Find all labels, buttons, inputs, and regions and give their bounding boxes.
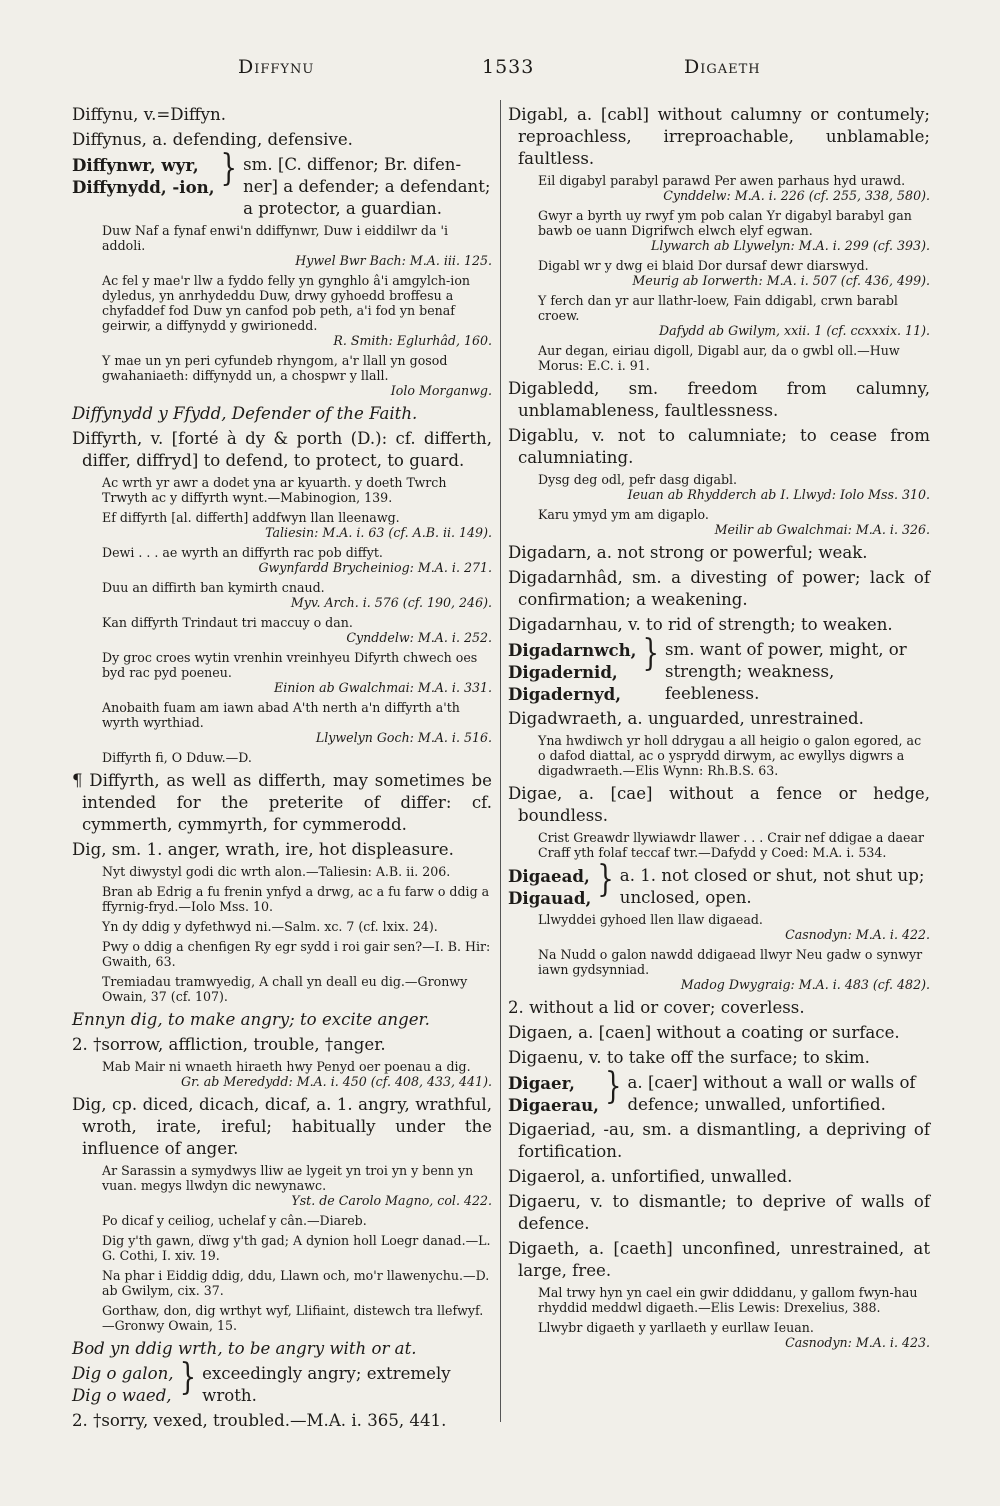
running-header [78, 56, 924, 84]
quotation: Y ferch dan yr aur llathr-loew, Fain ddigabl, crwn barabl croew. Dafydd ab Gwilym, xxii. 1 (cf. ccxxxix. 11). [538, 293, 930, 338]
quotation: Ac wrth yr awr a dodet yna ar kyuarth. y doeth Twrch Trwyth ac y diffyrth wynt.—Mabinogion, 139. [102, 475, 447, 505]
entry: 2. †sorry, vexed, troubled.—M.A. i. 365, 441. [72, 1411, 447, 1430]
header-right-word: Digaeth [684, 56, 761, 78]
quotation: Dysg deg odl, pefr dasg digabl. Ieuan ab Rhydderch ab I. Llwyd: Iolo Mss. 310. [538, 472, 930, 502]
entry: Diffynus, a. defending, defensive. [72, 130, 353, 149]
entry: Digaen, a. [caen] without a coating or surface. [508, 1023, 900, 1042]
headword: Digadernyd, [508, 684, 622, 704]
entry: Digabl, a. [cabl] without calumny or contumely; reproachless, irreproachable, unblamable; faultless. [508, 105, 930, 168]
entry: Digabledd, sm. freedom from calumny, unblamableness, faultlessness. [508, 379, 930, 420]
quotation: Mab Mair ni wnaeth hiraeth hwy Penyd oer poenau a dig. Gr. ab Meredydd: M.A. i. 450 (cf. 408, 433, 441). [102, 1059, 492, 1089]
quotation: Bran ab Edrig a fu frenin ynfyd a drwg, ac a fu farw o ddig a ffyrnig-fryd.—Iolo Mss. 10. [102, 884, 490, 914]
quotation: Digabl wr y dwg ei blaid Dor dursaf dewr diarswyd. Meurig ab Iorwerth: M.A. i. 507 (cf. 436, 499). [538, 258, 930, 288]
quotation: Eil digabyl parabyl parawd Per awen parhaus hyd urawd. Cynddelw: M.A. i. 226 (cf. 255, 338, 580). [538, 173, 930, 203]
quotation: Mal trwy hyn yn cael ein gwir ddiddanu, y gallom fwyn-hau rhyddid meddwl digaeth.—Elis Lewis: Drexelius, 388. [538, 1285, 918, 1315]
entry: ¶ Diffyrth, as well as differth, may sometimes be intended for the preterite of differ: cf. cymmerth, cymmyrth, for cymmerodd. [72, 771, 492, 834]
quotation: Gwyr a byrth uy rwyf ym pob calan Yr digabyl barabyl gan bawb oe uann Digrifwch elwch elyf egwan. Llywarch ab Llywelyn: M.A. i. 299 (cf. 393). [538, 208, 930, 253]
entry-group [508, 633, 930, 705]
entry: Diffyrth, v. [forté à dy & porth (D.): cf. differth, differ, diffryd] to defend, to protect, to guard. [72, 429, 492, 470]
entry: Digaerol, a. unfortified, unwalled. [508, 1167, 793, 1186]
entry: Diffynydd y Ffydd, Defender of the Faith. [72, 404, 418, 423]
quotation: Dy groc croes wytin vrenhin vreinhyeu Difyrth chwech oes byd rac pyd poeneu. Einion ab Gwalchmai: M.A. i. 331. [102, 650, 492, 695]
quotation: Crist Greawdr llywiawdr llawer . . . Crair nef ddigae a daear Craff yth folaf teccaf twr.—Dafydd y Coed: M.A. i. 534. [538, 830, 924, 860]
headword: Digadarnwch, [508, 640, 637, 660]
quotation: Na phar i Eiddig ddig, ddu, Llawn och, mo'r llawenychu.—D. ab Gwilym, cix. 37. [102, 1268, 490, 1298]
quotation: Yn dy ddig y dyfethwyd ni.—Salm. xc. 7 (cf. lxix. 24). [102, 919, 438, 934]
entry: Digaeru, v. to dismantle; to deprive of walls of defence. [508, 1192, 930, 1233]
definition: a. [caer] without a wall or walls of defence; unwalled, unfortified. [627, 1073, 916, 1114]
quotation: Nyt diwystyl godi dic wrth alon.—Taliesin: A.B. ii. 206. [102, 864, 451, 879]
quotation: Ef diffyrth [al. differth] addfwyn llan lleenawg. Taliesin: M.A. i. 63 (cf. A.B. ii. 149). [102, 510, 492, 540]
quotation: Kan diffyrth Trindaut tri maccuy o dan. Cynddelw: M.A. i. 252. [102, 615, 492, 645]
entry-group [508, 859, 930, 909]
quotation: Duw Naf a fynaf enwi'n ddiffynwr, Duw i eiddilwr da 'i addoli. Hywel Bwr Bach: M.A. iii. 125. [102, 223, 492, 268]
quotation: Yna hwdiwch yr holl ddrygau a all heigio o galon egored, ac o dafod diattal, ac o ysprydd dirwym, ac ewyllys digwrs a digadwraeth.—Elis Wynn: Rh.B.S. 63. [538, 733, 922, 778]
definition: sm. want of power, might, or strength; weakness, feebleness. [665, 640, 907, 703]
headword: Diffynwr, wyr, [72, 155, 199, 175]
quotation: Ar Sarassin a symydwys lliw ae lygeit yn troi yn y benn yn vuan. megys llwdyn dic newynawc. Yst. de Carolo Magno, col. 422. [102, 1163, 492, 1208]
entry: Digaenu, v. to take off the surface; to skim. [508, 1048, 870, 1067]
entry: Digadarnhau, v. to rid of strength; to weaken. [508, 615, 893, 634]
entry: Digae, a. [cae] without a fence or hedge, boundless. [508, 784, 930, 825]
brace: } [642, 633, 659, 675]
brace: } [179, 1357, 197, 1399]
entry: Digadwraeth, a. unguarded, unrestrained. [508, 709, 864, 728]
column-divider [500, 100, 501, 1422]
left-column [72, 104, 492, 1435]
entry: Diffynu, v.=Diffyn. [72, 105, 227, 124]
entry: Digadarn, a. not strong or powerful; weak. [508, 543, 868, 562]
definition: sm. [C. diffenor; Br. difen-ner] a defender; a defendant; a protector, a guardian. [243, 155, 491, 218]
definition: exceedingly angry; extremely wroth. [202, 1364, 451, 1405]
headword: Dig o waed, [72, 1386, 172, 1405]
entry-group [72, 1357, 492, 1407]
quotation: Na Nudd o galon nawdd ddigaead llwyr Neu gadw o synwyr iawn gydsynniad. Madog Dwygraig: M.A. i. 483 (cf. 482). [538, 947, 930, 992]
headword: Digaer, [508, 1073, 575, 1093]
quotation: Pwy o ddig a chenfigen Ry egr sydd i roi gair sen?—I. B. Hir: Gwaith, 63. [102, 939, 491, 969]
page-number: 1533 [482, 56, 535, 78]
quotation: Gorthaw, don, dig wrthyt wyf, Llifiaint, distewch tra llefwyf.—Gronwy Owain, 15. [102, 1303, 484, 1333]
quotation: Diffyrth fi, O Dduw.—D. [102, 750, 252, 765]
entry: Ennyn dig, to make angry; to excite anger. [72, 1010, 430, 1029]
headword: Diffynydd, -ion, [72, 177, 215, 197]
entry: Digaeriad, -au, sm. a dismantling, a depriving of fortification. [508, 1120, 930, 1161]
entry: Digadarnhâd, sm. a divesting of power; lack of confirmation; a weakening. [508, 568, 930, 609]
quotation: Po dicaf y ceiliog, uchelaf y cân.—Diareb. [102, 1213, 367, 1228]
quotation: Anobaith fuam am iawn abad A'th nerth a'n diffyrth a'th wyrth wyrthiad. Llywelyn Goch: M.A. i. 516. [102, 700, 492, 745]
headword: Digadernid, [508, 662, 618, 682]
quotation: Aur degan, eiriau digoll, Digabl aur, da o gwbl oll.—Huw Morus: E.C. i. 91. [538, 343, 900, 373]
header-left-word: Diffynu [238, 56, 315, 78]
quotation: Duu an diffirth ban kymirth cnaud. Myv. Arch. i. 576 (cf. 190, 246). [102, 580, 492, 610]
entry: Dig, sm. 1. anger, wrath, ire, hot displeasure. [72, 840, 454, 859]
entry: 2. †sorrow, affliction, trouble, †anger. [72, 1035, 386, 1054]
entry: Dig, cp. diced, dicach, dicaf, a. 1. angry, wrathful, wroth, irate, ireful; habitually under the influence of anger. [72, 1095, 492, 1158]
entry: Digablu, v. not to calumniate; to cease from calumniating. [508, 426, 930, 467]
headword: Digauad, [508, 888, 592, 908]
quotation: Dewi . . . ae wyrth an diffyrth rac pob diffyt. Gwynfardd Brycheiniog: M.A. i. 271. [102, 545, 492, 575]
definition: a. 1. not closed or shut, not shut up; unclosed, open. [619, 866, 925, 907]
entry-group [508, 1066, 930, 1116]
quotation: Dig y'th gawn, dïwg y'th gad; A dynion holl Loegr danad.—L. G. Cothi, I. xiv. 19. [102, 1233, 491, 1263]
entry-group [72, 148, 492, 220]
entry: Digaeth, a. [caeth] unconfined, unrestrained, at large, free. [508, 1239, 930, 1280]
right-column [508, 104, 930, 1355]
quotation: Y mae un yn peri cyfundeb rhyngom, a'r llall yn gosod gwahaniaeth: diffynydd un, a chospwr y llall. Iolo Morganwg. [102, 353, 492, 398]
headword: Digaead, [508, 866, 590, 886]
headword: Digaerau, [508, 1095, 599, 1115]
headword: Dig o galon, [72, 1364, 174, 1383]
quotation: Karu ymyd ym am digaplo. Meilir ab Gwalchmai: M.A. i. 326. [538, 507, 930, 537]
brace: } [220, 148, 238, 190]
entry: 2. without a lid or cover; coverless. [508, 998, 805, 1017]
quotation: Llwyddei gyhoed llen llaw digaead. Casnodyn: M.A. i. 422. [538, 912, 930, 942]
entry: Bod yn ddig wrth, to be angry with or at. [72, 1339, 417, 1358]
quotation: Ac fel y mae'r llw a fyddo felly yn gynghlo â'i amgylch-ion dyledus, yn anrhydeddu Duw, drwy gyhoedd broffesu a chyfaddef fod Duw yn canfod pob peth, a'i fod yn benaf geirwir, a diffynydd y gwirionedd. R. Smith: Eglurhâd, 160. [102, 273, 492, 348]
quotation: Llwybr digaeth y yarllaeth y eurllaw Ieuan. Casnodyn: M.A. i. 423. [538, 1320, 930, 1350]
brace: } [604, 1066, 622, 1108]
quotation: Tremiadau tramwyedig, A chall yn deall eu dig.—Gronwy Owain, 37 (cf. 107). [102, 974, 468, 1004]
brace: } [597, 859, 614, 901]
